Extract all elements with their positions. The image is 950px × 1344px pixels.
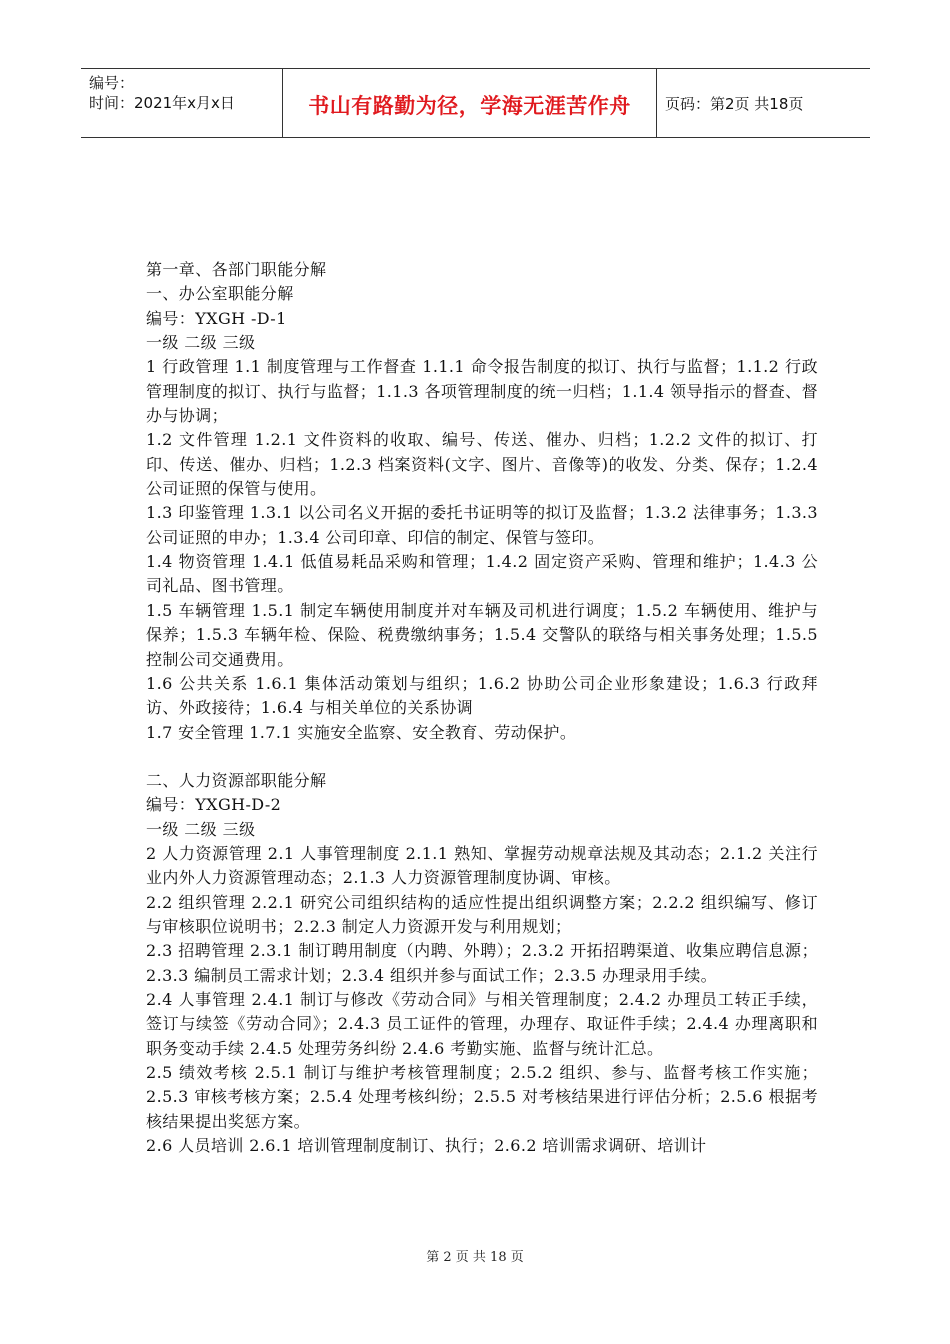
chapter-title: 第一章、各部门职能分解 <box>146 260 327 279</box>
section-code: 编号：YXGH -D-1 <box>146 308 287 328</box>
function-paragraph: 2.4 人事管理 2.4.1 制订与修改《劳动合同》与相关管理制度；2.4.2 办理员工转正手续，签订与续签《劳动合同》；2.4.3 员工证件的管理，办理存、取证件手续；2.4.4 办理离职和职务变动手续 2.4.5 处理劳务纠纷 2.4.6 考勤实施、监督与统计汇总。 <box>146 989 818 1058</box>
function-paragraph: 1.6 公共关系 1.6.1 集体活动策划与组织；1.6.2 协助公司企业形象建设；1.6.3 行政拜访、外政接待；1.6.4 与相关单位的关系协调 <box>146 673 818 718</box>
function-paragraph: 1.7 安全管理 1.7.1 实施安全监察、安全教育、劳动保护。 <box>146 722 577 742</box>
function-paragraph: 2.2 组织管理 2.2.1 研究公司组织结构的适应性提出组织调整方案；2.2.2 组织编写、修订与审核职位说明书；2.2.3 制定人力资源开发与利用规划； <box>146 892 818 936</box>
header-motto: 书山有路勤为径，学海无涯苦作舟 <box>283 69 657 137</box>
page-footer: 第 2 页 共 18 页 <box>426 1250 524 1265</box>
function-paragraph: 1.2 文件管理 1.2.1 文件资料的收取、编号、传送、催办、归档；1.2.2 文件的拟订、打印、传送、催办、归档；1.2.3 档案资料(文字、图片、音像等)的收发、分类、保存；1.2.4 公司证照的保管与使用。 <box>146 430 818 499</box>
document-time-label: 时间：2021年x月x日 <box>89 94 235 112</box>
page-header <box>81 68 870 138</box>
function-paragraph: 2.3 招聘管理 2.3.1 制订聘用制度（内聘、外聘）；2.3.2 开拓招聘渠道、收集应聘信息源；2.3.3 编制员工需求计划；2.3.4 组织并参与面试工作；2.3.5 办理录用手续。 <box>146 941 818 985</box>
section-code: 编号：YXGH-D-2 <box>146 795 282 815</box>
level-header: 一级 二级 三级 <box>146 333 256 353</box>
section-title: 一、办公室职能分解 <box>146 284 294 304</box>
level-header: 一级 二级 三级 <box>146 819 256 839</box>
document-number-label: 编号： <box>89 74 135 92</box>
section-title: 二、人力资源部职能分解 <box>146 770 327 790</box>
function-paragraph: 2.5 绩效考核 2.5.1 制订与维护考核管理制度；2.5.2 组织、参与、监督考核工作实施；2.5.3 审核考核方案；2.5.4 处理考核纠纷；2.5.5 对考核结果进行评估分析；2.5.6 根据考核结果提出奖惩方案。 <box>146 1063 818 1131</box>
function-paragraph: 2.6 人员培训 2.6.1 培训管理制度制订、执行；2.6.2 培训需求调研、培训计 <box>146 1136 707 1156</box>
header-info-cell <box>81 69 283 137</box>
document-body <box>146 258 818 1158</box>
function-paragraph: 1.4 物资管理 1.4.1 低值易耗品采购和管理；1.4.2 固定资产采购、管理和维护；1.4.3 公司礼品、图书管理。 <box>146 552 818 596</box>
function-paragraph: 1.5 车辆管理 1.5.1 制定车辆使用制度并对车辆及司机进行调度；1.5.2 车辆使用、维护与保养；1.5.3 车辆年检、保险、税费缴纳事务；1.5.4 交警队的联络与相关事务处理；1.5.5 控制公司交通费用。 <box>146 600 818 669</box>
header-page-number: 页码：第2页 共18页 <box>665 94 804 113</box>
function-paragraph: 2 人力资源管理 2.1 人事管理制度 2.1.1 熟知、掌握劳动规章法规及其动态；2.1.2 关注行业内外人力资源管理动态；2.1.3 人力资源管理制度协调、审核。 <box>146 843 818 888</box>
function-paragraph: 1.3 印鉴管理 1.3.1 以公司名义开据的委托书证明等的拟订及监督；1.3.2 法律事务；1.3.3 公司证照的申办；1.3.4 公司印章、印信的制定、保管与签印。 <box>146 503 818 547</box>
function-paragraph: 1 行政管理 1.1 制度管理与工作督查 1.1.1 命令报告制度的拟订、执行与监督；1.1.2 行政管理制度的拟订、执行与监督；1.1.3 各项管理制度的统一归档；1.1.4 领导指示的督查、督办与协调； <box>146 357 818 426</box>
